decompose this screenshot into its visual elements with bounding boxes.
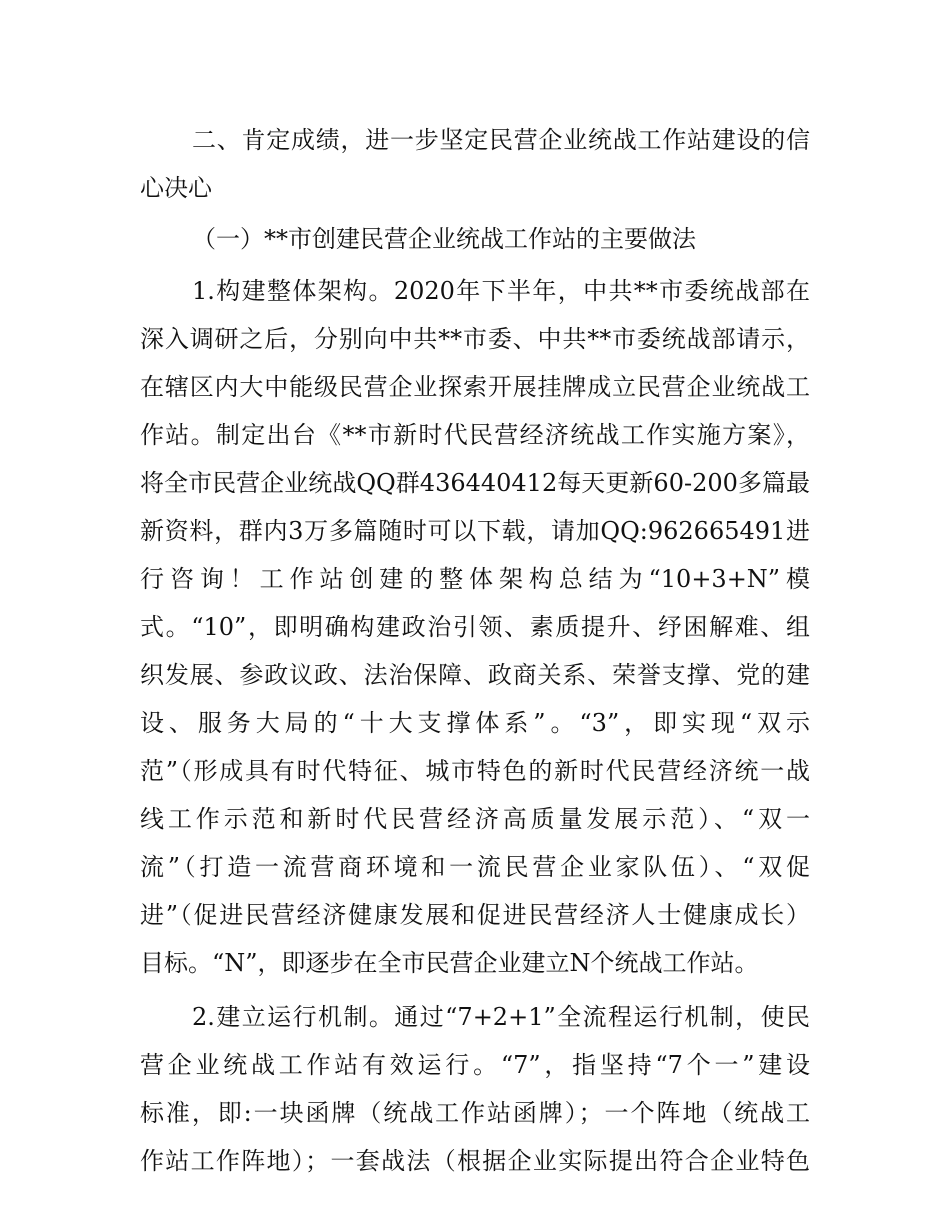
paragraph-2-line-1: 2.建立运行机制。通过“7+2+1”全流程运行机制，使民 bbox=[192, 1003, 810, 1031]
paragraph-1-line-13: 流”（打造一流营商环境和一流民营企业家队伍）、“双促 bbox=[140, 853, 810, 881]
paragraph-1-line-7: 行咨询！工作站创建的整体架构总结为“10+3+N”模 bbox=[140, 565, 810, 593]
paragraph-1-line-14: 进”（促进民营经济健康发展和促进民营经济人士健康成长） bbox=[140, 901, 810, 929]
paragraph-1-line-5: 将全市民营企业统战QQ群436440412每天更新60-200多篇最 bbox=[140, 469, 810, 497]
paragraph-2-line-3: 标准，即:一块函牌（统战工作站函牌）；一个阵地（统战工 bbox=[140, 1099, 810, 1127]
paragraph-1-line-2: 深入调研之后，分别向中共**市委、中共**市委统战部请示， bbox=[140, 325, 810, 353]
paragraph-1-line-15: 目标。“N”，即逐步在全市民营企业建立N个统战工作站。 bbox=[140, 949, 759, 977]
paragraph-1-line-9: 织发展、参政议政、法治保障、政商关系、荣誉支撑、党的建 bbox=[140, 661, 810, 689]
paragraph-1-line-4: 作站。制定出台《**市新时代民营经济统战工作实施方案》， bbox=[140, 421, 810, 449]
paragraph-1-line-3: 在辖区内大中能级民营企业探索开展挂牌成立民营企业统战工 bbox=[140, 373, 810, 401]
paragraph-2-line-2: 营企业统战工作站有效运行。“7”，指坚持“7个一”建设 bbox=[140, 1051, 810, 1079]
subsection-heading: （一）**市创建民营企业统战工作站的主要做法 bbox=[192, 225, 696, 253]
section-heading-line-2: 心决心 bbox=[140, 174, 212, 202]
paragraph-1-line-11: 范”（形成具有时代特征、城市特色的新时代民营经济统一战 bbox=[140, 757, 810, 785]
paragraph-1-line-8: 式。“10”，即明确构建政治引领、素质提升、纾困解难、组 bbox=[140, 613, 810, 641]
section-heading-line-1: 二、肯定成绩，进一步坚定民营企业统战工作站建设的信 bbox=[192, 126, 810, 154]
paragraph-2-line-4: 作站工作阵地）；一套战法（根据企业实际提出符合企业特色 bbox=[140, 1147, 810, 1175]
paragraph-1-line-10: 设、服务大局的“十大支撑体系”。“3”，即实现“双示 bbox=[140, 709, 810, 737]
paragraph-1-line-12: 线工作示范和新时代民营经济高质量发展示范）、“双一 bbox=[140, 805, 810, 833]
paragraph-1-line-6: 新资料，群内3万多篇随时可以下载，请加QQ:962665491进 bbox=[140, 517, 810, 545]
paragraph-1-line-1: 1.构建整体架构。2020年下半年，中共**市委统战部在 bbox=[192, 277, 810, 305]
